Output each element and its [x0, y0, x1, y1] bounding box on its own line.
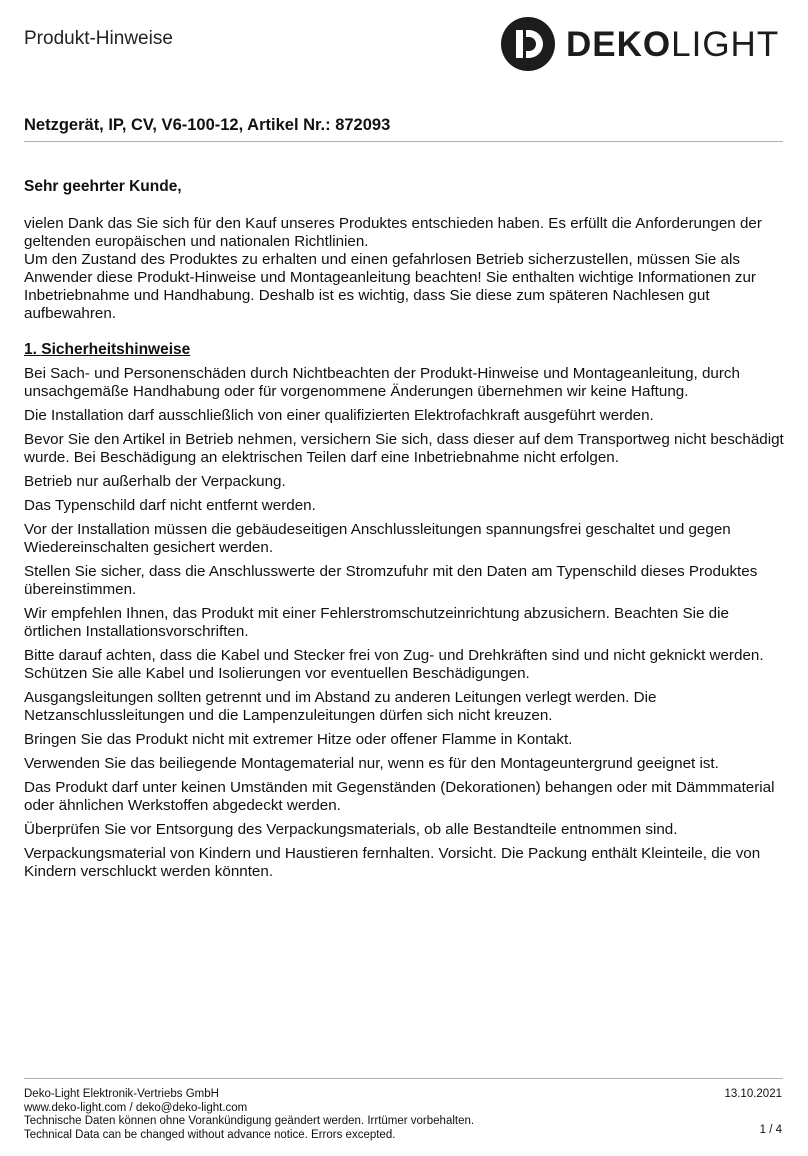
intro-paragraph [24, 215, 786, 323]
footer-web-link[interactable]: www.deko-light.com / deko@deko-light.com [24, 1101, 248, 1114]
intro-line: Um den Zustand des Produktes zu erhalten und einen gefahrlosen Betrieb sicherzustellen, müssen Sie als Anwender diese Produkt-Hinweise und Montageanleitung beachten! Sie enthalten wichtige Informationen zur Inbetriebnahme und Handhabung. Deshalb ist es wichtig, dass Sie diese zum späteren Nachlesen gut aufbewahren. [24, 251, 756, 322]
greeting: Sehr geehrter Kunde, [24, 178, 182, 195]
safety-note: Vor der Installation müssen die gebäudeseitigen Anschlussleitungen spannungsfrei geschaltet und gegen Wiedereinschalten gesichert werden. [24, 521, 731, 556]
safety-note: Wir empfehlen Ihnen, das Produkt mit einer Fehlerstromschutzeinrichtung abzusichern. Beachten Sie die örtlichen Installationsvorschriften. [24, 605, 729, 640]
safety-note: Bitte darauf achten, dass die Kabel und Stecker frei von Zug- und Drehkräften sind und nicht geknickt werden. Schützen Sie alle Kabel und Isolierungen vor eventuellen Beschädigungen. [24, 647, 764, 682]
safety-note: Bevor Sie den Artikel in Betrieb nehmen, versichern Sie sich, dass dieser auf dem Transportweg nicht beschädigt wurde. Bei Beschädigung an elektrischen Teilen darf eine Inbetriebnahme nicht erfolgen. [24, 431, 784, 466]
safety-note: Bei Sach- und Personenschäden durch Nichtbeachten der Produkt-Hinweise und Montageanleitung, durch unsachgemäße Handhabung oder für vorgenommene Änderungen übernehmen wir keine Haftung. [24, 365, 740, 400]
safety-note: Überprüfen Sie vor Entsorgung des Verpackungsmaterials, ob alle Bestandteile entnommen sind. [24, 821, 678, 838]
footer-note-en: Technical Data can be changed without advance notice. Errors excepted. [24, 1128, 396, 1141]
document-body [24, 178, 786, 887]
safety-note: Bringen Sie das Produkt nicht mit extremer Hitze oder offener Flamme in Kontakt. [24, 731, 573, 748]
footer-date: 13.10.2021 [724, 1088, 782, 1100]
deko-d-logo-icon [500, 16, 556, 72]
safety-notes-list [24, 365, 786, 881]
brand-logo [500, 16, 779, 72]
footer-note-de: Technische Daten können ohne Vorankündigung geändert werden. Irrtümer vorbehalten. [24, 1115, 475, 1127]
safety-note: Das Produkt darf unter keinen Umständen mit Gegenständen (Dekorationen) behangen oder mit Dämmmaterial oder ähnlichen Werkstoffen abgedeckt werden. [24, 779, 775, 814]
brand-wordmark-bold: DEKO [566, 24, 672, 64]
safety-note: Betrieb nur außerhalb der Verpackung. [24, 473, 286, 490]
header-divider [24, 141, 783, 142]
footer-company: Deko-Light Elektronik-Vertriebs GmbH [24, 1088, 219, 1100]
section-heading: 1. Sicherheitshinweise [24, 341, 191, 358]
brand-wordmark-light: LIGHT [671, 24, 780, 64]
safety-note: Verpackungsmaterial von Kindern und Haustieren fernhalten. Vorsicht. Die Packung enthält Kleinteile, die von Kindern verschluckt werden könnten. [24, 845, 761, 880]
safety-note: Stellen Sie sicher, dass die Anschlusswerte der Stromzufuhr mit den Daten am Typenschild dieses Produktes übereinstimmen. [24, 563, 758, 598]
brand-wordmark [566, 24, 780, 64]
safety-note: Verwenden Sie das beiliegende Montagematerial nur, wenn es für den Montageuntergrund geeignet ist. [24, 755, 719, 772]
safety-note: Ausgangsleitungen sollten getrennt und im Abstand zu anderen Leitungen verlegt werden. Die Netzanschlussleitungen und die Lampenzuleitungen dürfen sich nicht kreuzen. [24, 689, 657, 724]
safety-note: Die Installation darf ausschließlich von einer qualifizierten Elektrofachkraft ausgeführt werden. [24, 407, 654, 424]
footer-info [24, 1088, 474, 1142]
safety-note: Das Typenschild darf nicht entfernt werden. [24, 497, 316, 514]
page-number: 1 / 4 [759, 1124, 782, 1136]
page-header-title: Produkt-Hinweise [24, 28, 173, 49]
footer-divider [24, 1078, 783, 1079]
intro-line: vielen Dank das Sie sich für den Kauf unseres Produktes entschieden haben. Es erfüllt die Anforderungen der geltenden europäischen und nationalen Richtlinien. [24, 215, 762, 250]
product-title: Netzgerät, IP, CV, V6-100-12, Artikel Nr.: 872093 [24, 116, 391, 134]
